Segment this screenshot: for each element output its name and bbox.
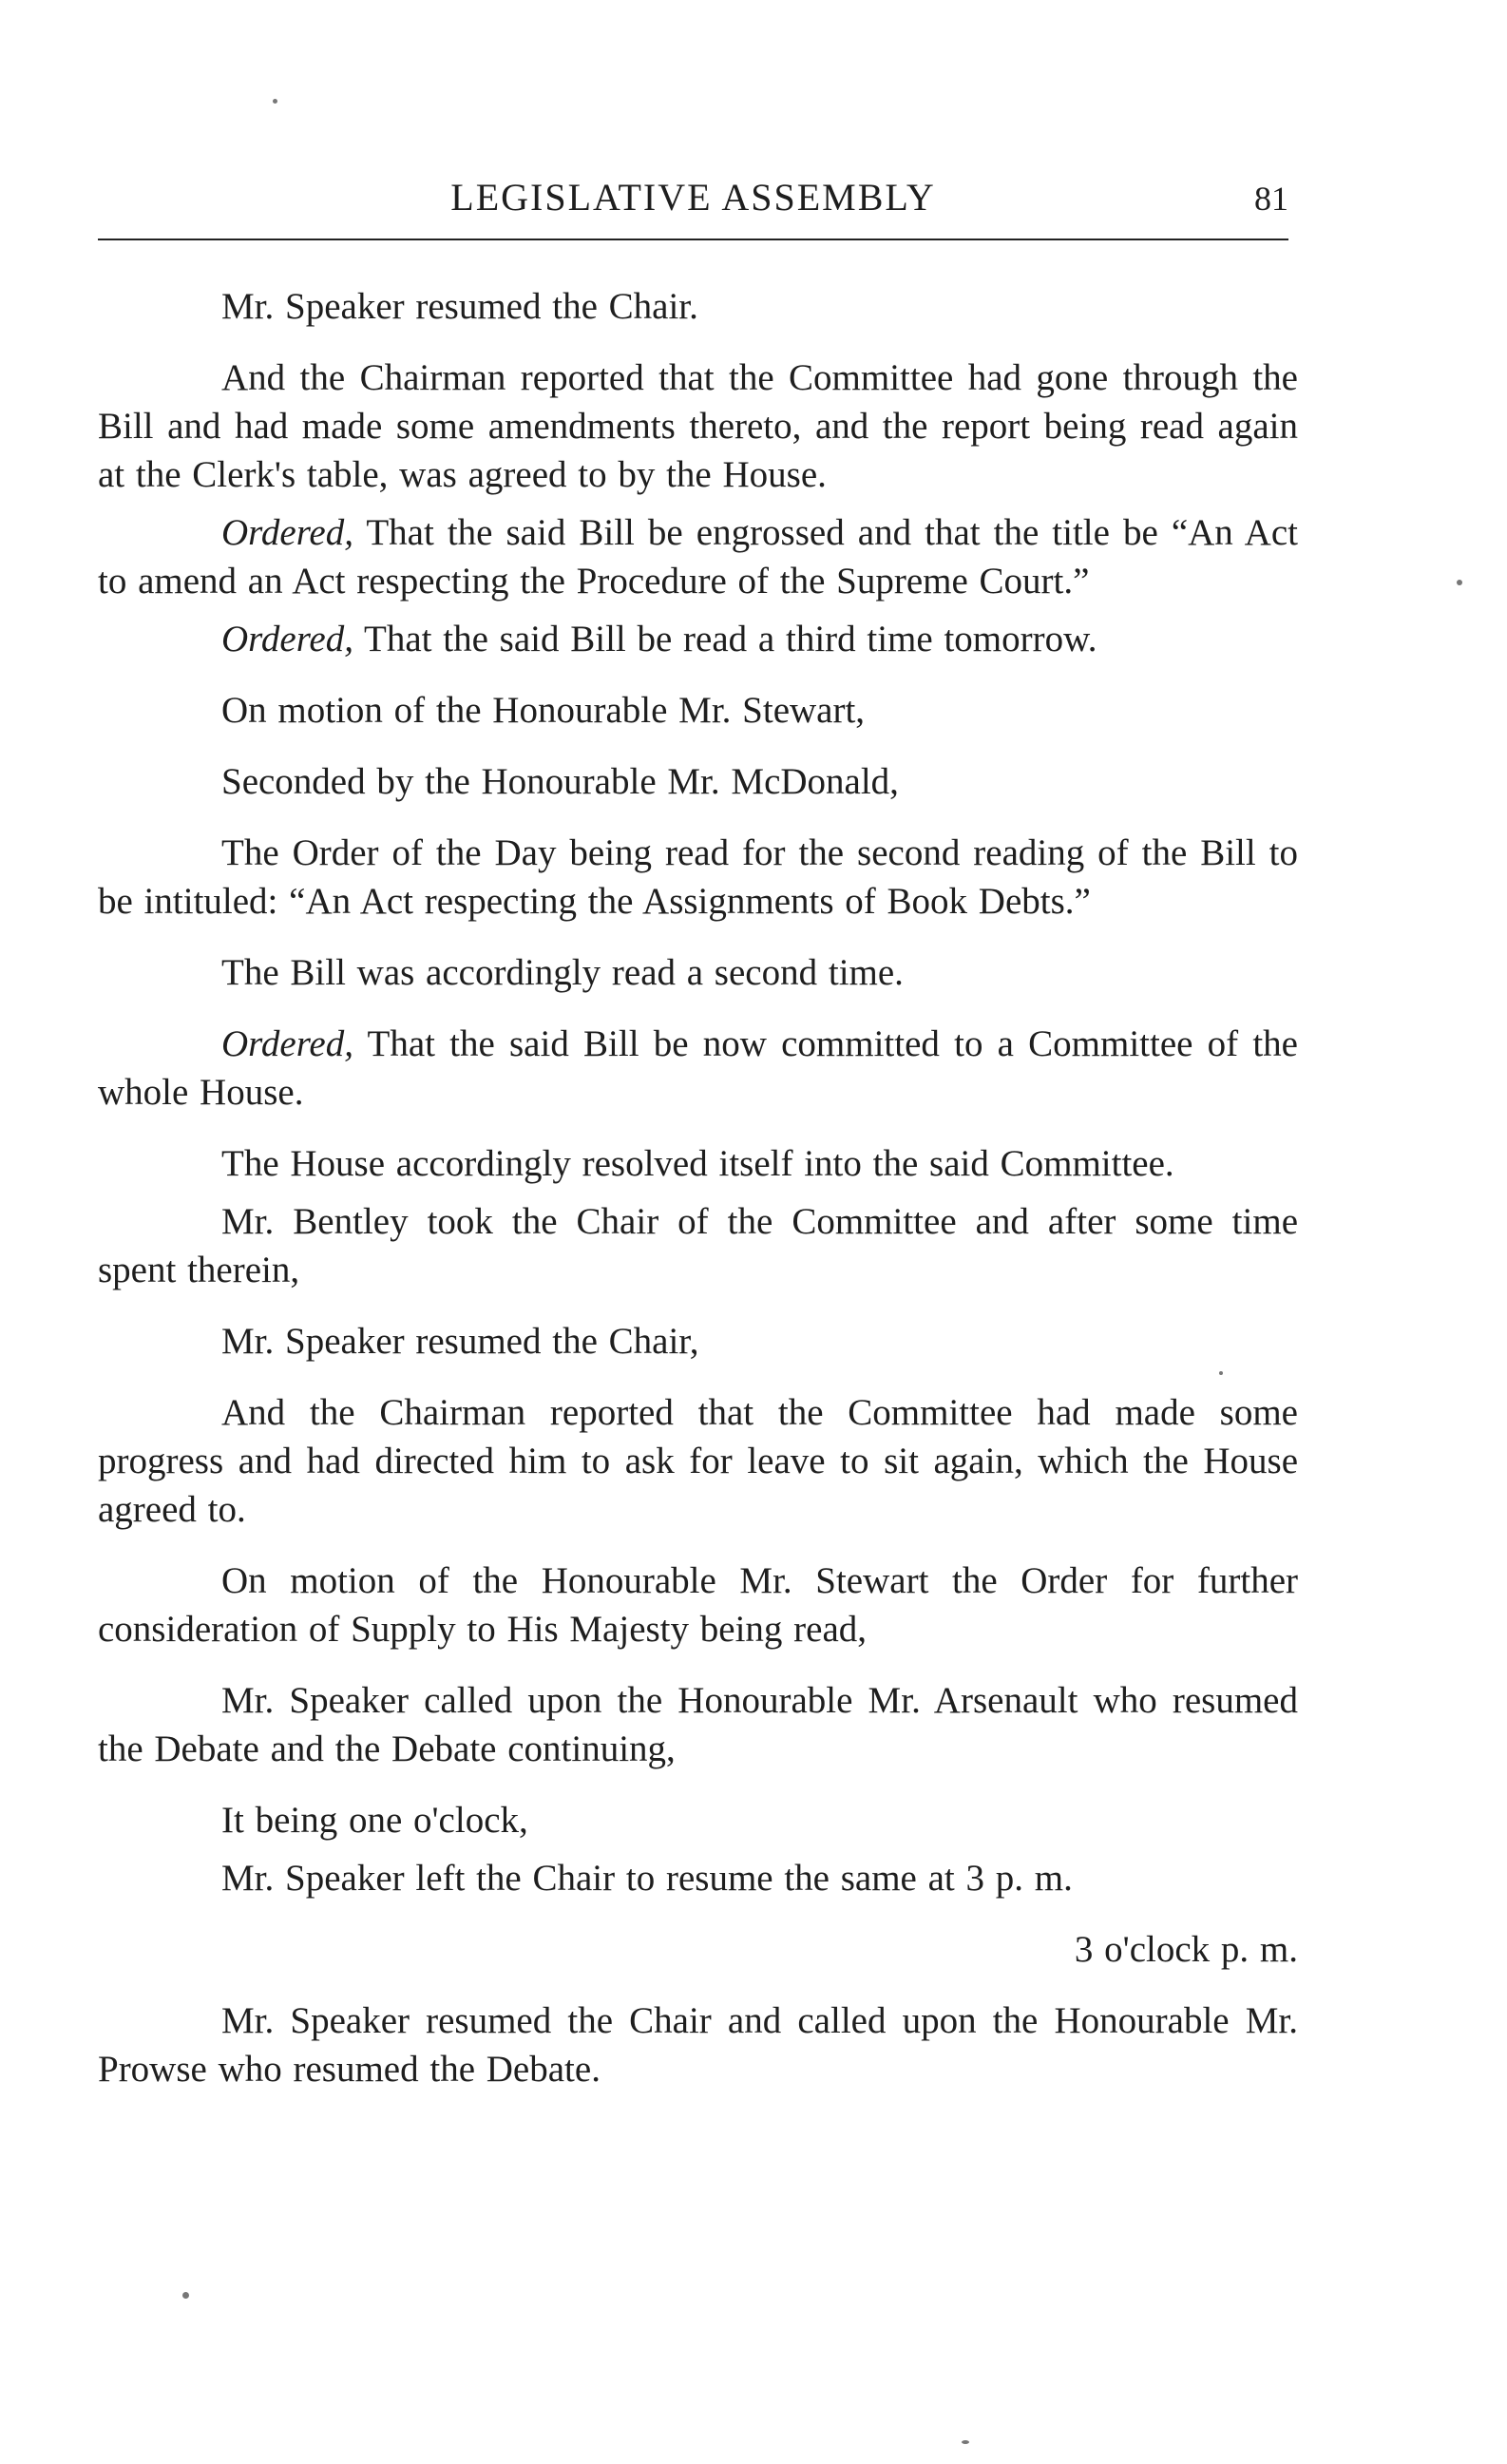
paragraph: On motion of the Honourable Mr. Stewart the Order for further consideration of Supply to His Majesty being read, (98, 1560, 1298, 1650)
paragraph: And the Chairman reported that the Committee had gone through the Bill and had made some amendments thereto, and the report being read again at the Clerk's table, was agreed to by the House. (98, 357, 1298, 495)
paragraph: Mr. Speaker left the Chair to resume the same at 3 p. m. (221, 1858, 1073, 1899)
page-number: 81 (1254, 180, 1288, 218)
paragraph: Mr. Speaker resumed the Chair. (221, 286, 698, 327)
header-rule (98, 239, 1288, 240)
paragraph: The Bill was accordingly read a second time. (221, 952, 904, 993)
scan-speck (1219, 1371, 1223, 1375)
running-head: LEGISLATIVE ASSEMBLY (450, 176, 936, 219)
ordered-label: Ordered, (221, 512, 353, 553)
paragraph: Ordered, That the said Bill be read a third time tomorrow. (221, 619, 1097, 659)
ordered-label: Ordered, (221, 619, 353, 659)
paragraph: Seconded by the Honourable Mr. McDonald, (221, 761, 899, 802)
time-heading: 3 o'clock p. m. (1074, 1929, 1298, 1970)
paragraph: Mr. Speaker called upon the Honourable Mr. Arsenault who resumed the Debate and the Debate continuing, (98, 1680, 1298, 1769)
paragraph: Ordered, That the said Bill be now committed to a Committee of the whole House. (98, 1023, 1298, 1113)
scan-speck (273, 99, 277, 104)
page-header (98, 171, 1288, 239)
paragraph: Mr. Bentley took the Chair of the Committee and after some time spent therein, (98, 1201, 1298, 1290)
scan-speck (962, 2440, 969, 2444)
scan-speck (1457, 580, 1462, 585)
paragraph: Mr. Speaker resumed the Chair and called upon the Honourable Mr. Prowse who resumed the Debate. (98, 2000, 1298, 2090)
paragraph: On motion of the Honourable Mr. Stewart, (221, 690, 866, 731)
scan-speck (182, 2292, 189, 2299)
paragraph: Mr. Speaker resumed the Chair, (221, 1321, 699, 1362)
paragraph: The Order of the Day being read for the second reading of the Bill to be intituled: “An Act respecting the Assignments of Book Debts.” (98, 832, 1298, 922)
paragraph: The House accordingly resolved itself into the said Committee. (221, 1143, 1174, 1184)
body-text (98, 282, 1298, 2116)
paragraph: It being one o'clock, (221, 1800, 528, 1841)
paragraph: And the Chairman reported that the Committee had made some progress and had directed him to ask for leave to sit again, which the House agreed to. (98, 1392, 1298, 1530)
ordered-label: Ordered, (221, 1023, 353, 1064)
paragraph: Ordered, That the said Bill be engrossed and that the title be “An Act to amend an Act respecting the Procedure of the Supreme Court.” (98, 512, 1298, 602)
